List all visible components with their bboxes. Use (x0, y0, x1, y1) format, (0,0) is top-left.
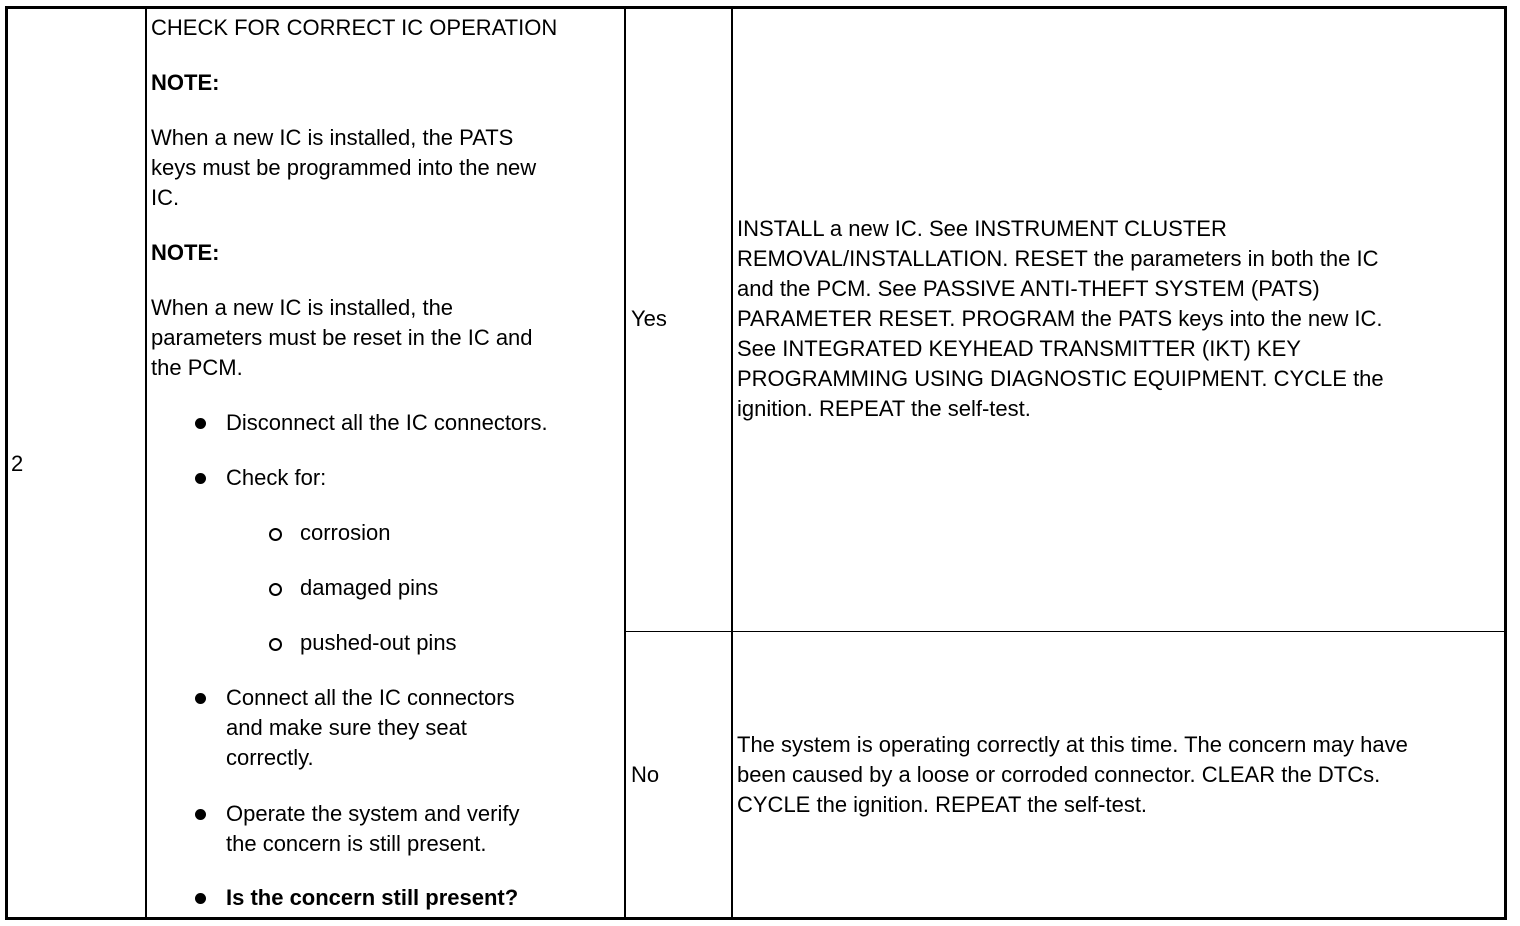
column-divider (145, 9, 147, 917)
action-text-line: and the PCM. See PASSIVE ANTI-THEFT SYSTEM (PATS) (737, 276, 1320, 301)
note-text-line: the PCM. (151, 355, 243, 380)
action-text-line: The system is operating correctly at this time. The concern may have (737, 732, 1408, 757)
bullet-text-line: and make sure they seat (226, 715, 467, 740)
bullet-icon (195, 473, 206, 484)
note-text-line: parameters must be reset in the IC and (151, 325, 533, 350)
action-text-line: PARAMETER RESET. PROGRAM the PATS keys into the new IC. (737, 306, 1383, 331)
action-text-line: CYCLE the ignition. REPEAT the self-test. (737, 792, 1148, 817)
note-text-line: keys must be programmed into the new (151, 155, 537, 180)
sub-bullet-icon (269, 638, 282, 651)
step-heading: CHECK FOR CORRECT IC OPERATION (151, 15, 558, 40)
action-text-line: INSTALL a new IC. See INSTRUMENT CLUSTER (737, 216, 1227, 241)
action-text-line: REMOVAL/INSTALLATION. RESET the parameters in both the IC (737, 246, 1379, 271)
bullet-icon (195, 893, 206, 904)
bullet-text-line: Operate the system and verify (226, 801, 520, 826)
note-label: NOTE: (151, 240, 220, 265)
bullet-text-line: Connect all the IC connectors (226, 685, 515, 710)
bullet-text-line: the concern is still present. (226, 831, 487, 856)
note-text-line: When a new IC is installed, the (151, 295, 454, 320)
action-text-line: ignition. REPEAT the self-test. (737, 396, 1031, 421)
action-text-line: been caused by a loose or corroded connector. CLEAR the DTCs. (737, 762, 1381, 787)
result-answer-no: No (631, 762, 660, 787)
bullet-text: Check for: (226, 465, 327, 490)
column-divider (624, 9, 626, 917)
bullet-icon (195, 418, 206, 429)
row-divider (625, 631, 1504, 632)
column-divider (731, 9, 733, 917)
action-text-line: See INTEGRATED KEYHEAD TRANSMITTER (IKT) KEY (737, 336, 1301, 361)
sub-bullet-text: corrosion (300, 520, 391, 545)
note-label: NOTE: (151, 70, 220, 95)
step-number: 2 (11, 451, 24, 476)
action-text-line: PROGRAMMING USING DIAGNOSTIC EQUIPMENT. CYCLE the (737, 366, 1384, 391)
sub-bullet-text: damaged pins (300, 575, 439, 600)
note-text-line: IC. (151, 185, 180, 210)
sub-bullet-icon (269, 528, 282, 541)
bullet-text: Disconnect all the IC connectors. (226, 410, 548, 435)
bullet-text-line: correctly. (226, 745, 314, 770)
sub-bullet-icon (269, 583, 282, 596)
question-text: Is the concern still present? (226, 885, 519, 910)
bullet-icon (195, 809, 206, 820)
sub-bullet-text: pushed-out pins (300, 630, 457, 655)
note-text-line: When a new IC is installed, the PATS (151, 125, 514, 150)
bullet-icon (195, 693, 206, 704)
result-answer-yes: Yes (631, 306, 667, 331)
